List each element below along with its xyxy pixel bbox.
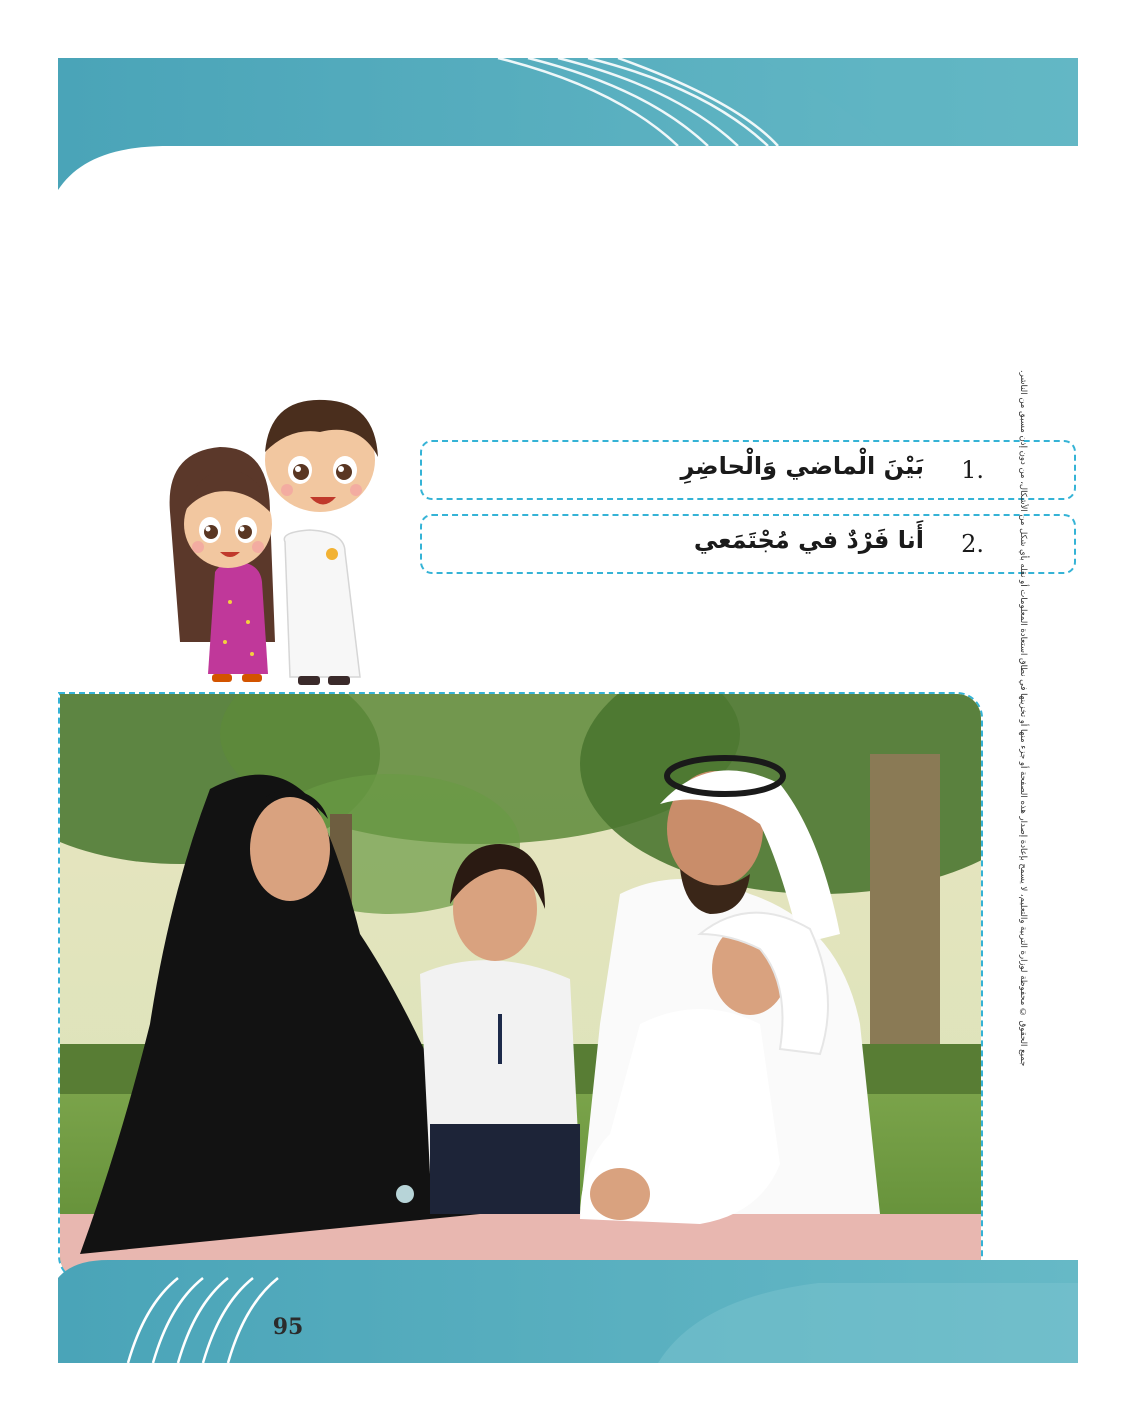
cartoon-kids-illustration: [160, 392, 390, 694]
lesson-number: 2.: [961, 530, 984, 558]
copyright-note: [1008, 370, 1038, 1090]
lesson-item-2: [420, 514, 1076, 574]
copyright-text: جميع الحقوق © محفوظة لوزارة التربية والتعليم، لا يسمح بإعادة إصدار هذه الصفحة أو جزء منها أو تخزينها في نطاق استعادة المعلومات أو نقله بأي شكل من الأشكال، من دون إذن مسبق من الناشر.: [1018, 370, 1028, 1067]
page-number: 95: [272, 1314, 304, 1340]
bottom-banner: [58, 1258, 1078, 1363]
top-banner: [58, 58, 1078, 193]
lesson-title: أَنا فَرْدٌ في مُجْتَمَعي: [693, 526, 924, 554]
lesson-item-1: [420, 440, 1076, 500]
lesson-number: 1.: [961, 456, 984, 484]
family-photo: [58, 692, 983, 1282]
lesson-title: بَيْنَ الْماضي وَالْحاضِرِ: [680, 452, 924, 480]
